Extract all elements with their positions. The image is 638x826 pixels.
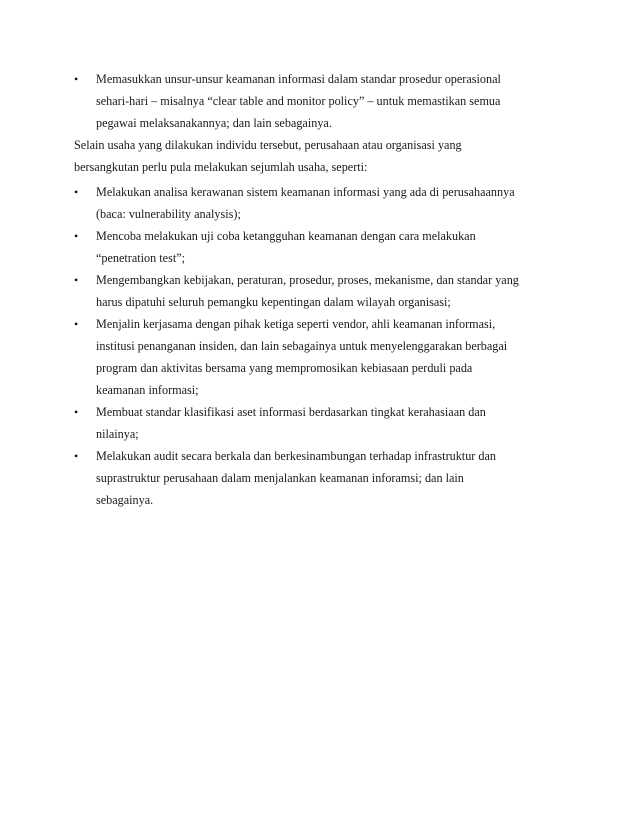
list-item-line: Membuat standar klasifikasi aset informasi berdasarkan tingkat kerahasiaan dan — [96, 405, 486, 419]
list-item-line: nilainya; — [96, 427, 139, 441]
body-paragraph — [74, 134, 570, 178]
paragraph-line: Selain usaha yang dilakukan individu tersebut, perusahaan atau organisasi yang — [74, 138, 462, 152]
list-item-line: Memasukkan unsur-unsur keamanan informasi dalam standar prosedur operasional — [96, 72, 501, 86]
paragraph-line: bersangkutan perlu pula melakukan sejumlah usaha, seperti: — [74, 160, 368, 174]
list-item — [74, 225, 570, 269]
list-item — [74, 68, 570, 134]
bullet-icon: • — [74, 185, 79, 199]
list-item — [74, 313, 570, 401]
list-item-line: Melakukan analisa kerawanan sistem keamanan informasi yang ada di perusahaannya — [96, 185, 515, 199]
list-item-line: keamanan informasi; — [96, 383, 199, 397]
bullet-icon: • — [74, 405, 79, 419]
list-item-line: Mengembangkan kebijakan, peraturan, prosedur, proses, mekanisme, dan standar yang — [96, 273, 519, 287]
list-item-line: institusi penanganan insiden, dan lain sebagainya untuk menyelenggarakan berbagai — [96, 339, 508, 353]
list-item-line: “penetration test”; — [96, 251, 185, 265]
list-item — [74, 181, 570, 225]
bullet-icon: • — [74, 72, 79, 86]
list-item-line: (baca: vulnerability analysis); — [96, 207, 241, 221]
list-item — [74, 269, 570, 313]
list-item-line: Mencoba melakukan uji coba ketangguhan keamanan dengan cara melakukan — [96, 229, 476, 243]
list-item-line: sehari-hari – misalnya “clear table and monitor policy” – untuk memastikan semua — [96, 94, 501, 108]
bullet-icon: • — [74, 229, 79, 243]
list-item-line: harus dipatuhi seluruh pemangku kepentingan dalam wilayah organisasi; — [96, 295, 451, 309]
list-item-line: program dan aktivitas bersama yang mempromosikan kebiasaan perduli pada — [96, 361, 473, 375]
list-item — [74, 445, 570, 511]
document-body — [74, 68, 570, 511]
bullet-icon: • — [74, 317, 79, 331]
list-item-line: suprastruktur perusahaan dalam menjalankan keamanan inforamsi; dan lain — [96, 471, 464, 485]
bullet-icon: • — [74, 273, 79, 287]
bullet-list-intro — [74, 68, 570, 134]
list-item-line: sebagainya. — [96, 493, 154, 507]
list-item — [74, 401, 570, 445]
list-item-line: Menjalin kerjasama dengan pihak ketiga seperti vendor, ahli keamanan informasi, — [96, 317, 496, 331]
bullet-icon: • — [74, 449, 79, 463]
list-item-line: Melakukan audit secara berkala dan berkesinambungan terhadap infrastruktur dan — [96, 449, 496, 463]
list-item-line: pegawai melaksanakannya; dan lain sebagainya. — [96, 116, 332, 130]
bullet-list-efforts — [74, 181, 570, 511]
